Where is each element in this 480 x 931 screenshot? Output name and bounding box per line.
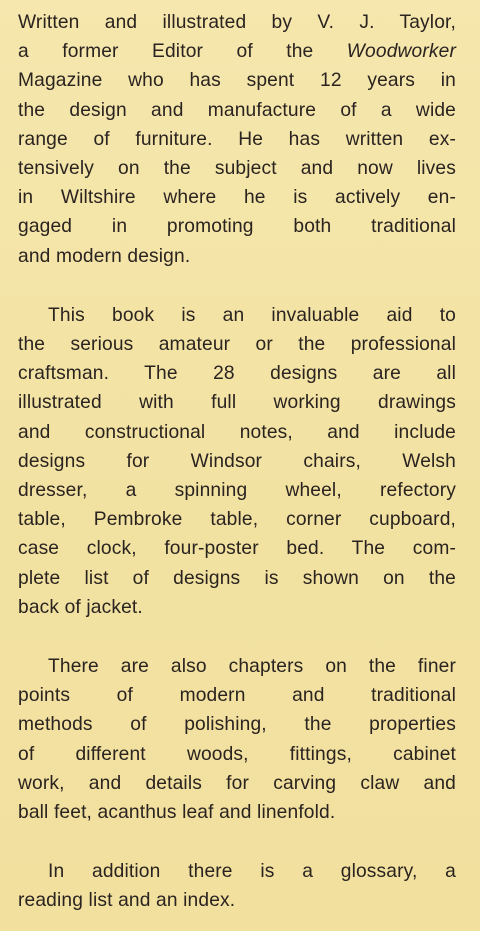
text-line: tensively on the subject and now lives <box>18 158 456 180</box>
text-line: methods of polishing, the properties <box>18 714 456 736</box>
text-line: table, Pembroke table, corner cupboard, <box>18 509 456 531</box>
text-line: the design and manufacture of a wide <box>18 99 456 121</box>
text-line: points of modern and traditional <box>18 685 456 707</box>
text-line: dresser, a spinning wheel, refectory <box>18 480 456 502</box>
text-line: back of jacket. <box>18 596 143 618</box>
text-line: work, and details for carving claw and <box>18 772 456 794</box>
chapters-paragraph <box>18 652 456 827</box>
glossary-paragraph <box>18 857 456 915</box>
text-line: In addition there is a glossary, a <box>48 861 456 883</box>
text-line: illustrated with full working drawings <box>18 392 456 414</box>
author-bio-paragraph <box>18 8 456 271</box>
text-line: Magazine who has spent 12 years in <box>18 70 456 92</box>
text-line: and modern design. <box>18 245 191 267</box>
text-line: Written and illustrated by V. J. Taylor, <box>18 12 456 33</box>
text-line: the serious amateur or the professional <box>18 334 456 356</box>
book-description-paragraph <box>18 301 456 622</box>
text-line: There are also chapters on the finer <box>48 656 456 678</box>
magazine-title: Woodworker <box>346 41 456 63</box>
text-line: plete list of designs is shown on the <box>18 567 456 589</box>
text-line: ball feet, acanthus leaf and linenfold. <box>18 802 336 824</box>
text-line: and constructional notes, and include <box>18 421 456 443</box>
text-line: reading list and an index. <box>18 890 236 912</box>
text-line: craftsman. The 28 designs are all <box>18 363 456 385</box>
text-line: range of furniture. He has written ex- <box>18 128 456 150</box>
text-line: in Wiltshire where he is actively en- <box>18 187 456 209</box>
text-line: This book is an invaluable aid to <box>48 304 456 326</box>
text-line <box>18 37 456 66</box>
text-line: case clock, four-poster bed. The com- <box>18 538 456 560</box>
text-segment: a former Editor of the <box>18 41 347 63</box>
text-line: of different woods, fittings, cabinet <box>18 743 456 765</box>
text-line: gaged in promoting both traditional <box>18 216 456 238</box>
text-line: designs for Windsor chairs, Welsh <box>18 450 456 472</box>
